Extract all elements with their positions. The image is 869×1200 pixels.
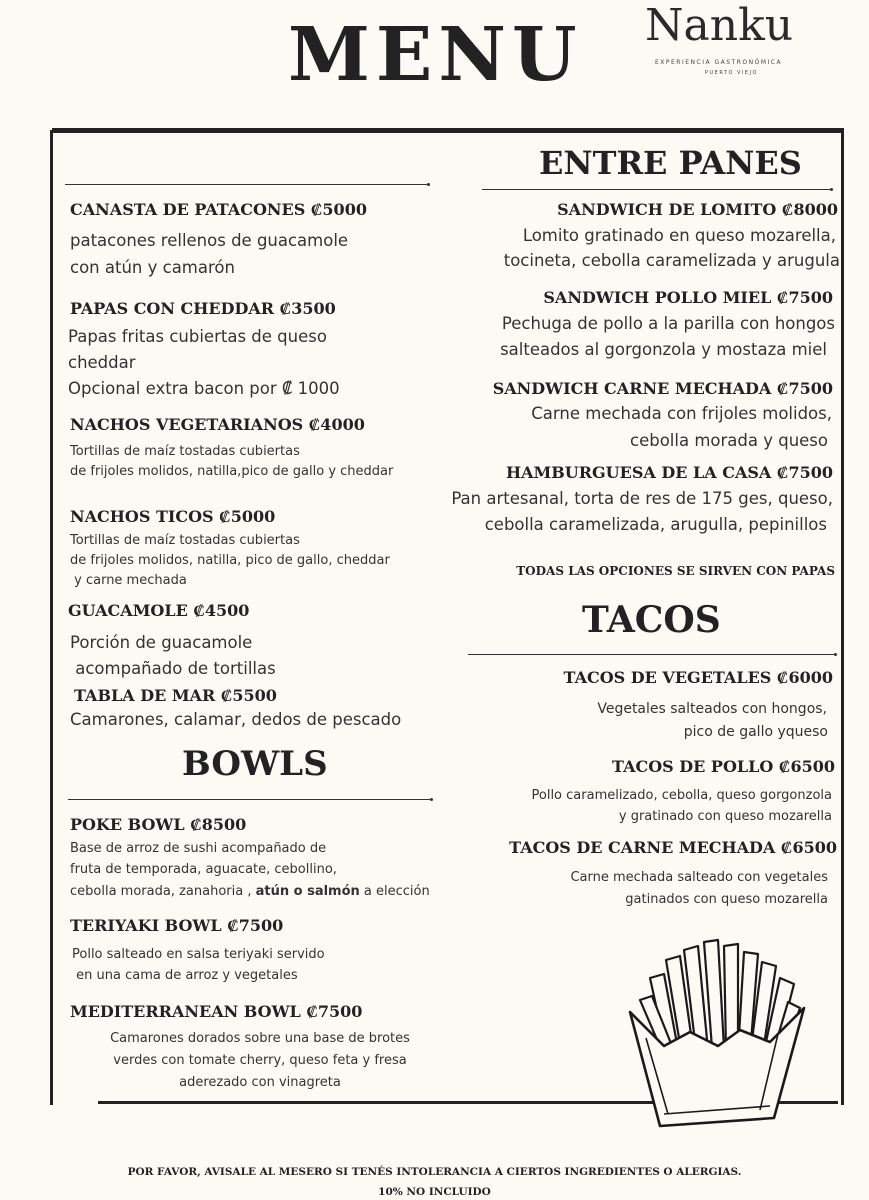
menu-item-desc: Tortillas de maíz tostadas cubiertas bbox=[70, 444, 300, 459]
menu-item-desc: cebolla morada y queso bbox=[630, 431, 828, 450]
menu-item-desc: en una cama de arroz y vegetales bbox=[72, 968, 298, 983]
divider bbox=[65, 184, 427, 185]
menu-item-desc: Tortillas de maíz tostadas cubiertas bbox=[70, 533, 300, 548]
menu-item-desc-row bbox=[70, 882, 430, 902]
menu-item-desc: acompañado de tortillas bbox=[70, 659, 276, 678]
menu-item-name: TACOS DE CARNE MECHADA ₡6500 bbox=[509, 838, 837, 857]
menu-item-name: PAPAS CON CHEDDAR ₡3500 bbox=[70, 299, 336, 318]
menu-item-desc: y carne mechada bbox=[70, 573, 187, 588]
menu-item-desc: cheddar bbox=[68, 353, 136, 372]
menu-item-name: SANDWICH DE LOMITO ₡8000 bbox=[557, 200, 838, 219]
menu-item-name: TABLA DE MAR ₡5500 bbox=[74, 686, 277, 705]
menu-item-desc: patacones rellenos de guacamole bbox=[70, 231, 349, 250]
menu-item-desc: con atún y camarón bbox=[70, 258, 235, 277]
french-fries-icon bbox=[620, 930, 810, 1130]
menu-item-desc-emphasis: atún o salmón bbox=[255, 884, 360, 899]
divider bbox=[482, 189, 830, 190]
menu-item-desc: Carne mechada salteado con vegetales bbox=[570, 870, 828, 885]
menu-item-desc: cebolla morada, zanahoria , bbox=[70, 884, 252, 899]
menu-item-desc: tocineta, cebolla caramelizada y arugula bbox=[503, 251, 840, 270]
frame-left-border bbox=[50, 130, 53, 1105]
section-title-entre-panes: ENTRE PANES bbox=[539, 144, 802, 182]
menu-item-desc: Porción de guacamole bbox=[70, 633, 253, 652]
brand-location: PUERTO VIEJO bbox=[705, 70, 758, 76]
menu-item-name: TACOS DE VEGETALES ₡6000 bbox=[563, 668, 833, 687]
menu-item-desc: Pechuga de pollo a la parilla con hongos bbox=[501, 314, 835, 333]
menu-item-desc: Papas fritas cubiertas de queso bbox=[68, 327, 327, 346]
divider bbox=[68, 799, 430, 800]
menu-item-name: NACHOS VEGETARIANOS ₡4000 bbox=[70, 415, 365, 434]
menu-item-desc: aderezado con vinagreta bbox=[179, 1075, 341, 1090]
menu-item-desc: Pan artesanal, torta de res de 175 ges, queso, bbox=[451, 489, 833, 508]
menu-item-desc: pico de gallo yqueso bbox=[683, 724, 828, 740]
menu-item-name: MEDITERRANEAN BOWL ₡7500 bbox=[70, 1002, 363, 1021]
menu-item-name: TACOS DE POLLO ₡6500 bbox=[612, 757, 835, 776]
menu-item-desc: Opcional extra bacon por ₡ 1000 bbox=[68, 379, 340, 398]
menu-item-desc: y gratinado con queso mozarella bbox=[618, 809, 832, 824]
menu-item-desc: Vegetales salteados con hongos, bbox=[597, 701, 827, 717]
menu-item-desc: salteados al gorgonzola y mostaza miel bbox=[500, 340, 827, 359]
menu-item-desc: Pollo caramelizado, cebolla, queso gorgonzola bbox=[531, 788, 832, 803]
menu-item-name: NACHOS TICOS ₡5000 bbox=[70, 507, 276, 526]
menu-item-desc: fruta de temporada, aguacate, cebollino, bbox=[70, 862, 337, 877]
menu-item-desc: Camarones, calamar, dedos de pescado bbox=[70, 710, 402, 729]
service-charge-note: 10% NO INCLUIDO bbox=[378, 1186, 491, 1198]
menu-item-name: SANDWICH POLLO MIEL ₡7500 bbox=[543, 288, 833, 307]
menu-item-name: TERIYAKI BOWL ₡7500 bbox=[70, 916, 284, 935]
menu-item-desc: Lomito gratinado en queso mozarella, bbox=[522, 226, 836, 245]
menu-item-name: HAMBURGUESA DE LA CASA ₡7500 bbox=[505, 463, 833, 482]
section-title-tacos: TACOS bbox=[582, 599, 721, 641]
menu-item-desc: Carne mechada con frijoles molidos, bbox=[531, 404, 832, 423]
menu-item-desc: Camarones dorados sobre una base de brotes bbox=[110, 1031, 410, 1046]
menu-item-desc: a elección bbox=[359, 884, 430, 899]
brand-logo: Nanku bbox=[645, 0, 794, 51]
menu-item-desc: de frijoles molidos, natilla,pico de gallo y cheddar bbox=[70, 464, 394, 479]
frame-right-border bbox=[841, 130, 844, 1105]
menu-item-desc: Base de arroz de sushi acompañado de bbox=[70, 841, 327, 856]
page-title: MENU bbox=[288, 12, 583, 98]
section-title-bowls: BOWLS bbox=[182, 744, 328, 784]
menu-item-desc: cebolla caramelizada, arugulla, pepinillos bbox=[484, 515, 827, 534]
allergy-notice: POR FAVOR, AVISALE AL MESERO SI TENÉS INTOLERANCIA A CIERTOS INGREDIENTES O ALERGIAS. bbox=[127, 1166, 742, 1178]
menu-item-name: CANASTA DE PATACONES ₡5000 bbox=[70, 200, 367, 219]
menu-item-desc: gatinados con queso mozarella bbox=[625, 892, 828, 907]
menu-item-name: GUACAMOLE ₡4500 bbox=[68, 601, 250, 620]
menu-item-name: POKE BOWL ₡8500 bbox=[70, 815, 247, 834]
menu-item-desc: Pollo salteado en salsa teriyaki servido bbox=[72, 947, 325, 962]
menu-item-name: SANDWICH CARNE MECHADA ₡7500 bbox=[492, 379, 833, 398]
divider bbox=[468, 654, 834, 655]
menu-item-desc: de frijoles molidos, natilla, pico de gallo, cheddar bbox=[70, 553, 390, 568]
menu-item-desc: verdes con tomate cherry, queso feta y fresa bbox=[113, 1053, 407, 1068]
brand-tagline: EXPERIENCIA GASTRONÓMICA bbox=[655, 59, 783, 66]
frame-top-border bbox=[52, 128, 844, 133]
entre-panes-note: TODAS LAS OPCIONES SE SIRVEN CON PAPAS bbox=[516, 564, 835, 578]
